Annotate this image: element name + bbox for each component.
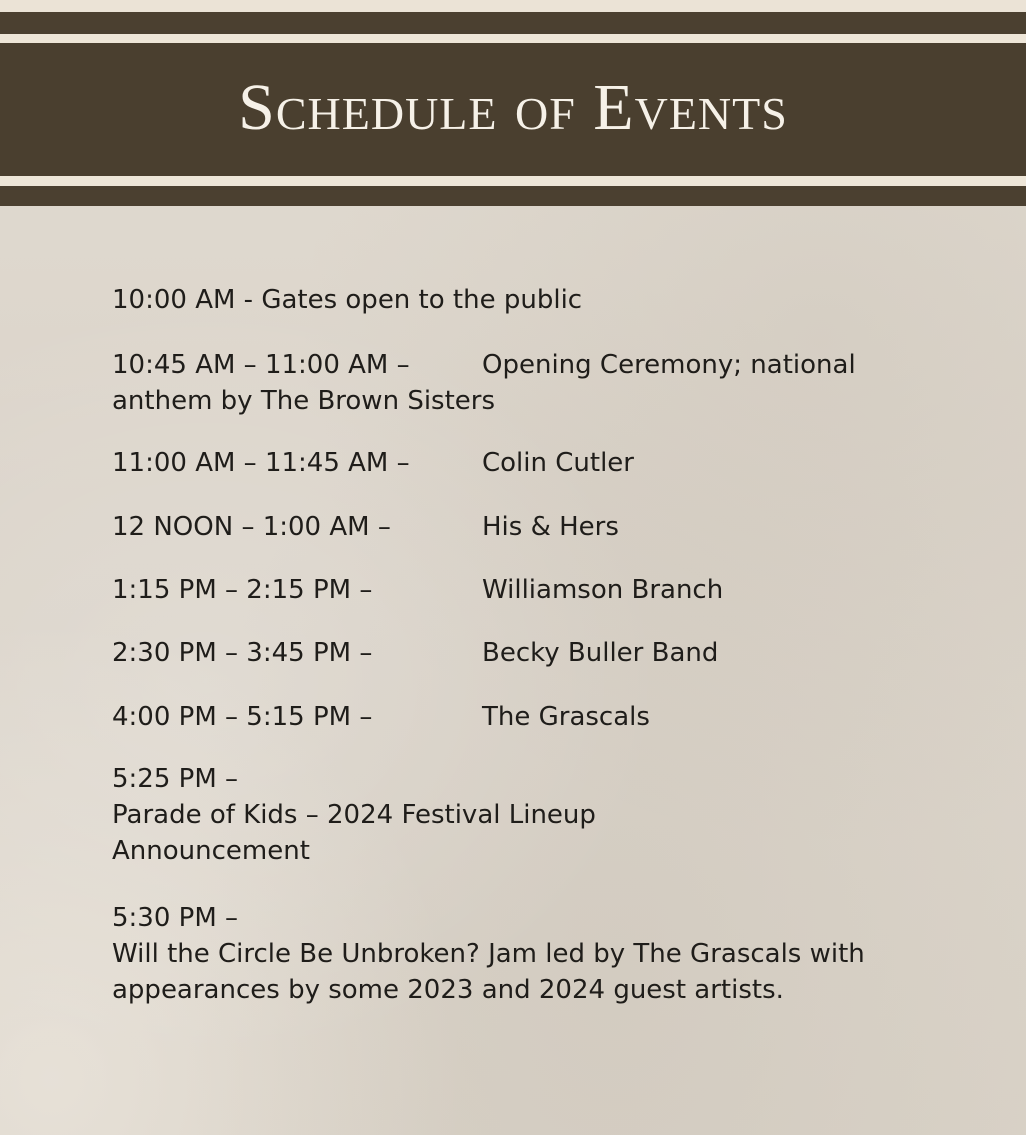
top-cream-stripe (0, 0, 1026, 12)
schedule-item-his-and-hers (112, 509, 619, 545)
top-dark-stripe (0, 12, 1026, 34)
schedule-act: Williamson Branch (482, 575, 724, 605)
schedule-act: The Grascals (482, 702, 650, 732)
lower-cream-divider (0, 176, 1026, 186)
schedule-time: 5:30 PM – (112, 903, 239, 933)
schedule-time: 11:00 AM – 11:45 AM – (112, 448, 410, 478)
bottom-dark-stripe (0, 186, 1026, 206)
schedule-time: 5:25 PM – (112, 764, 239, 794)
schedule-desc-line: Announcement (112, 836, 310, 866)
schedule-item-the-grascals (112, 699, 650, 735)
schedule-time: 10:00 AM - Gates open to the public (112, 285, 583, 315)
schedule-item-parade-of-kids (112, 761, 596, 869)
schedule-act: Becky Buller Band (482, 638, 719, 668)
schedule-time: 12 NOON – 1:00 AM – (112, 512, 391, 542)
schedule-time: 2:30 PM – 3:45 PM – (112, 638, 373, 668)
schedule-item-becky-buller-band (112, 635, 719, 671)
page-title: Schedule of Events (238, 70, 788, 144)
schedule-desc-line: Parade of Kids – 2024 Festival Lineup (112, 800, 596, 830)
schedule-time: 10:45 AM – 11:00 AM – (112, 350, 410, 380)
schedule-act: Colin Cutler (482, 448, 634, 478)
schedule-act-continuation: anthem by The Brown Sisters (112, 386, 496, 416)
upper-cream-divider (0, 34, 1026, 43)
schedule-desc-line: appearances by some 2023 and 2024 guest artists. (112, 975, 784, 1005)
schedule-item-williamson-branch (112, 572, 724, 608)
schedule-time: 4:00 PM – 5:15 PM – (112, 702, 373, 732)
schedule-item-opening-ceremony (112, 347, 856, 419)
schedule-time: 1:15 PM – 2:15 PM – (112, 575, 373, 605)
schedule-act: His & Hers (482, 512, 619, 542)
schedule-item-colin-cutler (112, 445, 634, 481)
title-banner (0, 43, 1026, 176)
schedule-item-gates (112, 282, 582, 318)
schedule-act: Opening Ceremony; national (482, 350, 856, 380)
schedule-desc-line: Will the Circle Be Unbroken? Jam led by The Grascals with (112, 939, 865, 969)
schedule-item-circle-jam (112, 900, 865, 1008)
